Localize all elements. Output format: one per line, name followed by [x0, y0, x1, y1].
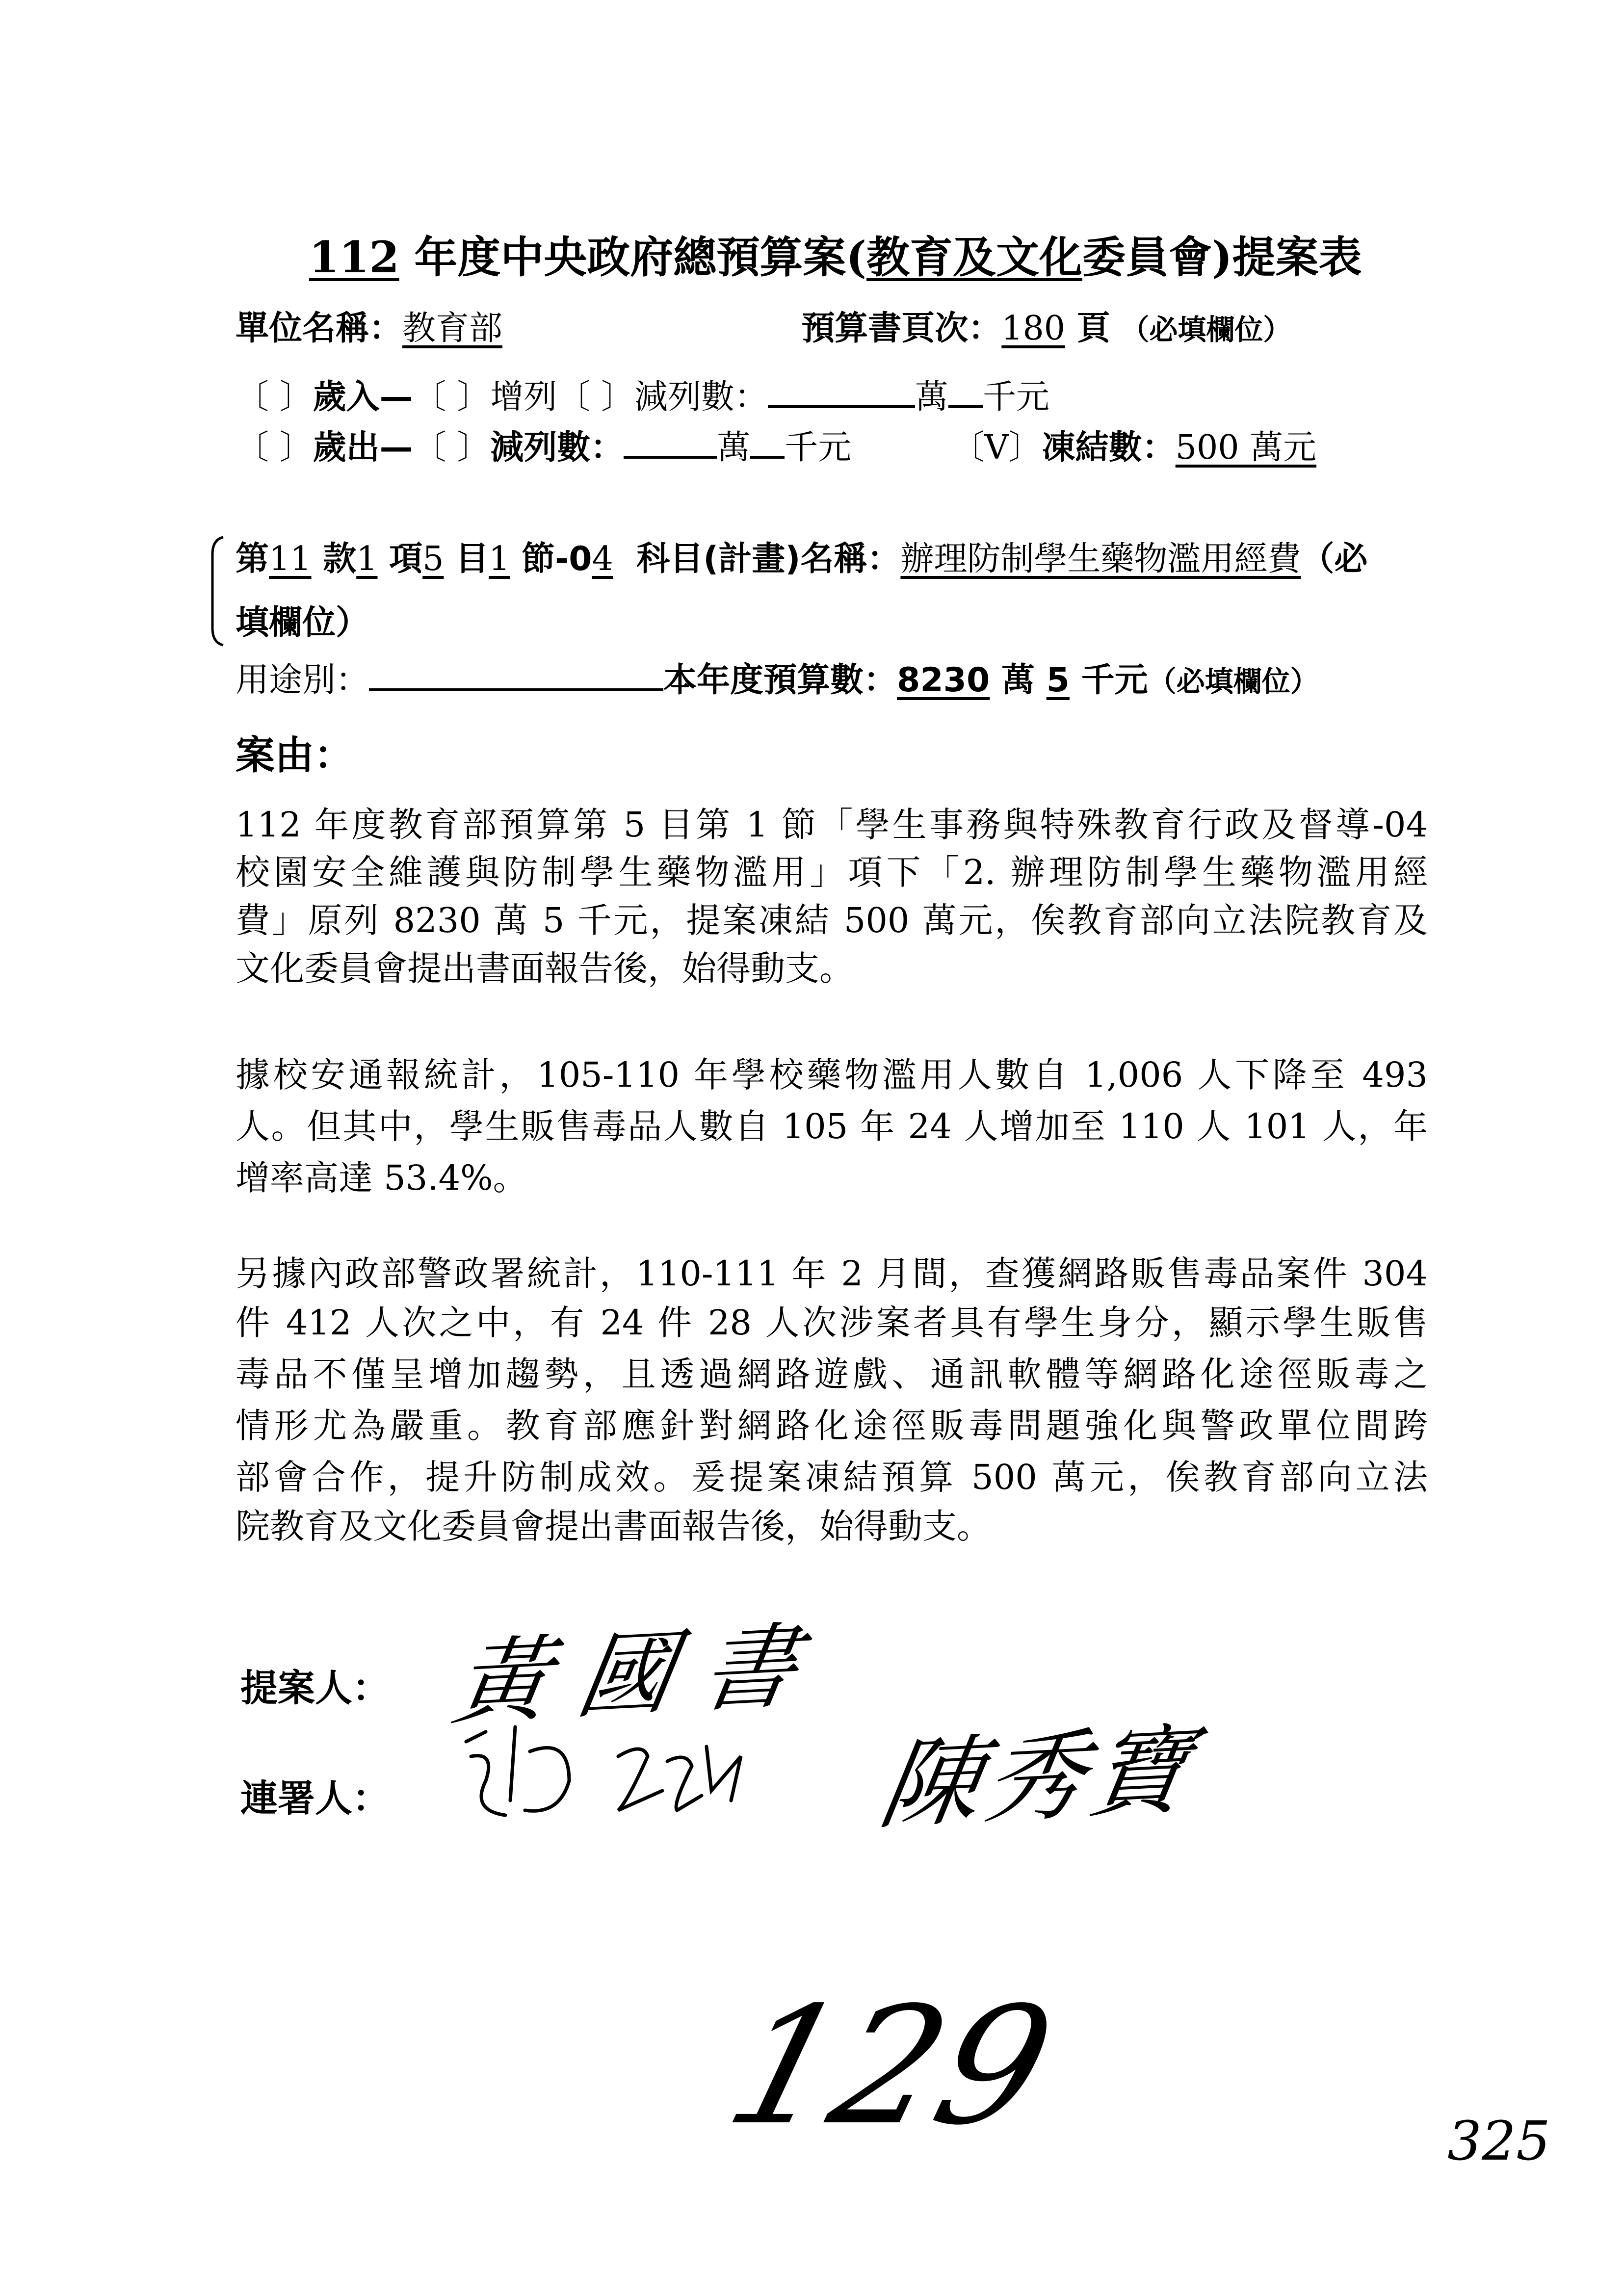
decrease-label: 減列數：: [490, 428, 624, 467]
page-value: 180: [1001, 309, 1066, 348]
text-line: 件 412 人次之中，有 24 件 28 人次涉案者具有學生身分，顯示學生販售: [236, 1303, 1428, 1343]
title-committee: 教育及文化: [866, 232, 1082, 283]
subject-name-value: 辦理防制學生藥物濫用經費: [900, 540, 1301, 578]
text-line: 112 年度教育部預算第 5 目第 1 節「學生事務與特殊教育行政及督導-04: [236, 805, 1428, 845]
decrease-label: 減列數：: [634, 378, 768, 417]
required-note-cont: 填欄位）: [236, 603, 369, 642]
freeze-checkbox[interactable]: 〔V〕: [951, 428, 1042, 467]
kuan-no: 11: [269, 540, 312, 578]
title-post: 委員會)提案表: [1082, 232, 1362, 283]
unit-label: 單位名稱：: [236, 309, 403, 348]
xiang-label: 項: [377, 540, 423, 578]
text-line: 增率高達 53.4%。: [236, 1158, 527, 1198]
handwritten-number: 129: [710, 1972, 1071, 2161]
mu-no: 5: [422, 540, 444, 578]
cosigner-signature-1: [456, 1702, 800, 1850]
text-line: 毒品不僅呈增加趨勢，且透過網路遊戲、通訊軟體等網路化途徑販毒之: [236, 1354, 1428, 1394]
usage-field[interactable]: [369, 657, 663, 691]
unit-row: [236, 302, 1291, 349]
proposer-label: 提案人：: [240, 1666, 390, 1710]
required-note: （必: [1301, 540, 1368, 578]
revenue-label: 歲入—: [313, 378, 413, 417]
form-title: [309, 223, 1362, 285]
wan-label: 萬: [990, 661, 1047, 700]
title-year: 112: [309, 232, 399, 283]
unit-value: 教育部: [402, 309, 503, 348]
amount-qian-field[interactable]: [750, 424, 785, 459]
amount-wan-field[interactable]: [768, 374, 915, 408]
jie-label: 節-0: [510, 540, 592, 578]
text-line: 另據內政部警政署統計，110-111 年 2 月間，查獲網路販售毒品案件 304: [236, 1253, 1428, 1294]
text-line: 人。但其中，學生販售毒品人數自 105 年 24 人增加至 110 人 101 人，年: [236, 1106, 1428, 1147]
freeze-value: 500 萬元: [1175, 428, 1317, 467]
subject-row: [236, 532, 1367, 580]
text-line: 校園安全維護與防制學生藥物濫用」項下「2. 辦理防制學生藥物濫用經: [236, 852, 1428, 892]
revenue-checkbox[interactable]: 〔 〕: [236, 378, 313, 417]
expense-row: [236, 421, 1316, 469]
text-line: 據校安通報統計，105-110 年學校藥物濫用人數自 1,006 人下降至 493: [236, 1055, 1428, 1095]
proposer-signature: 黃國書: [446, 1610, 836, 1738]
reason-heading: 案由：: [236, 732, 353, 778]
usage-label: 用途別：: [236, 661, 369, 700]
freeze-label: 凍結數：: [1042, 428, 1176, 467]
jie-suffix: 4: [592, 540, 613, 578]
required-note: （必填欄位）: [1148, 665, 1319, 698]
decrease-checkbox[interactable]: 〔 〕: [557, 378, 634, 417]
page-label: 預算書頁次：: [801, 309, 1002, 348]
budget-label: 本年度預算數：: [663, 661, 897, 700]
qian-label: 千元: [1069, 661, 1148, 700]
budget-qian: 5: [1046, 661, 1070, 700]
text-line: 院教育及文化委員會提出書面報告後，始得動支。: [236, 1506, 991, 1546]
usage-row: [236, 653, 1319, 701]
kuan-label: 款: [311, 540, 357, 578]
jie-no: 1: [489, 540, 510, 578]
amount-wan-field[interactable]: [624, 424, 717, 459]
text-line: 部會合作，提升防制成效。爰提案凍結預算 500 萬元，俟教育部向立法: [236, 1457, 1428, 1497]
handwritten-page-number: 325: [1447, 2110, 1550, 2172]
wan-label: 萬: [717, 428, 751, 467]
decrease-checkbox[interactable]: 〔 〕: [413, 428, 491, 467]
di-label: 第: [236, 540, 269, 578]
increase-label: 增列: [490, 378, 557, 417]
text-line: 文化委員會提出書面報告後，始得動支。: [236, 948, 854, 989]
revenue-row: [236, 370, 1049, 418]
cosigner-signature-2: 陳秀寶: [872, 1713, 1204, 1843]
wan-label: 萬: [915, 378, 948, 417]
increase-checkbox[interactable]: 〔 〕: [413, 378, 491, 417]
qian-label: 千元: [982, 378, 1049, 417]
subject-name-label: 科目(計畫)名稱：: [613, 540, 901, 578]
cosigner-label: 連署人：: [240, 1776, 390, 1820]
xiang-no: 1: [356, 540, 378, 578]
mu-label: 目: [444, 540, 489, 578]
title-pre: 年度中央政府總預算案(: [399, 232, 866, 283]
bracket-icon: [209, 535, 228, 648]
text-line: 費」原列 8230 萬 5 千元，提案凍結 500 萬元，俟教育部向立法院教育及: [236, 900, 1428, 940]
expense-checkbox[interactable]: 〔 〕: [236, 428, 313, 467]
qian-label: 千元: [785, 428, 852, 467]
page-unit: 頁: [1065, 309, 1110, 348]
expense-label: 歲出—: [313, 428, 413, 467]
text-line: 情形尤為嚴重。教育部應針對網路化途徑販毒問題強化與警政單位間跨: [236, 1406, 1428, 1446]
required-note: （必填欄位）: [1121, 313, 1292, 346]
amount-qian-field[interactable]: [948, 374, 983, 408]
budget-wan: 8230: [897, 661, 990, 700]
